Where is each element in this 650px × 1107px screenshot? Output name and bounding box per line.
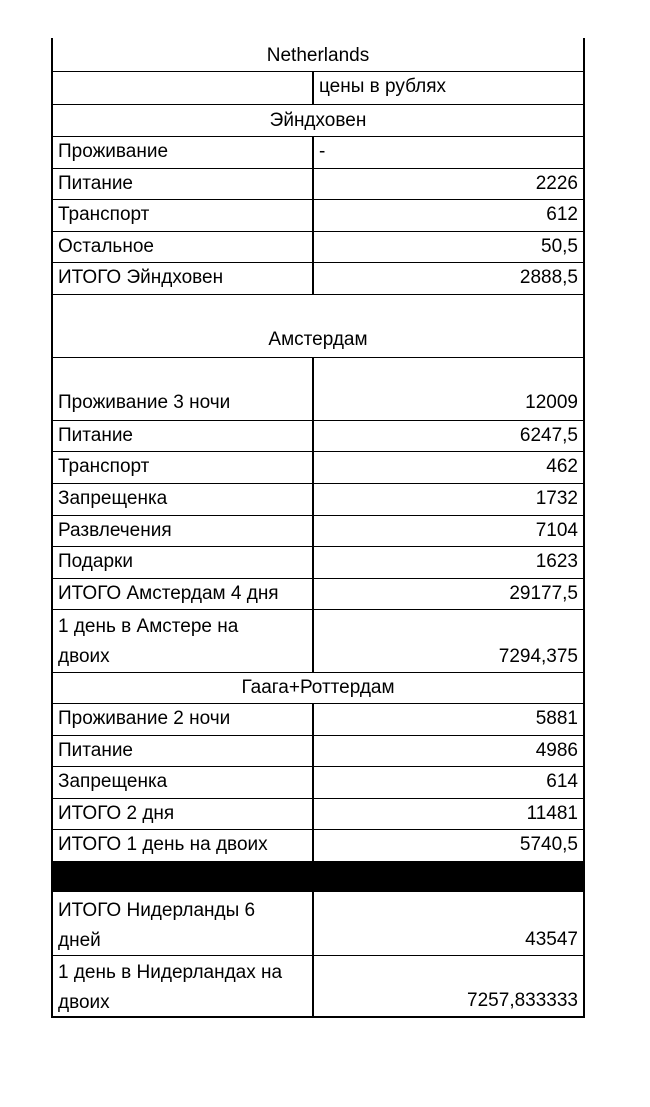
row-label: ИТОГО 1 день на двоих <box>51 830 312 861</box>
row-value: 612 <box>312 200 585 231</box>
row-label: ИТОГО 2 дня <box>51 799 312 829</box>
row-value: 2226 <box>312 169 585 199</box>
row-label <box>51 956 312 1016</box>
row-value: 4986 <box>312 736 585 766</box>
row-value: 6247,5 <box>312 421 585 451</box>
row-value: 462 <box>312 452 585 483</box>
row-label: Проживание 2 ночи <box>51 704 312 735</box>
row-value: - <box>312 137 585 168</box>
table-row <box>51 231 585 262</box>
table-row <box>51 420 585 451</box>
table-row <box>51 451 585 483</box>
row-value: 1732 <box>312 484 585 515</box>
black-separator-row <box>51 861 585 892</box>
row-value: 43547 <box>312 892 585 955</box>
row-label-line: ИТОГО Нидерланды 6 <box>58 900 256 921</box>
table-row-grand-per-day <box>51 955 585 1018</box>
row-value: 1623 <box>312 547 585 578</box>
row-value: 11481 <box>312 799 585 829</box>
row-label: Запрещенка <box>51 484 312 515</box>
title-row <box>51 38 585 71</box>
table-row <box>51 168 585 199</box>
row-value: 2888,5 <box>312 263 585 294</box>
table-row <box>51 735 585 766</box>
row-value: 5881 <box>312 704 585 735</box>
row-label-line: двоих <box>58 646 110 667</box>
row-label: ИТОГО Амстердам 4 дня <box>51 579 312 609</box>
row-label: Питание <box>51 421 312 451</box>
section-header-amsterdam <box>51 294 585 357</box>
title-cell: Netherlands <box>51 38 585 71</box>
row-label: Проживание 3 ночи <box>51 358 312 420</box>
table-row-total <box>51 262 585 294</box>
row-label-line: 1 день в Нидерландах на <box>58 962 283 983</box>
empty-cell <box>51 72 312 104</box>
section-header-label: Гаага+Роттердам <box>51 673 585 703</box>
table-row <box>51 136 585 168</box>
table-row-total <box>51 829 585 861</box>
row-value: 7104 <box>312 516 585 546</box>
table-row <box>51 546 585 578</box>
row-value: 7294,375 <box>312 610 585 672</box>
row-label <box>51 892 312 955</box>
row-label: Запрещенка <box>51 767 312 798</box>
table-row <box>51 703 585 735</box>
row-label: Транспорт <box>51 452 312 483</box>
row-label: ИТОГО Эйндховен <box>51 263 312 294</box>
table-row-per-day <box>51 609 585 672</box>
table-row-total <box>51 578 585 609</box>
currency-note: цены в рублях <box>312 72 585 104</box>
section-header-label: Эйндховен <box>51 105 585 136</box>
section-header-eindhoven <box>51 104 585 136</box>
row-label: Питание <box>51 169 312 199</box>
row-value: 614 <box>312 767 585 798</box>
row-value: 50,5 <box>312 232 585 262</box>
table-row <box>51 483 585 515</box>
spreadsheet-table <box>51 38 585 1018</box>
table-row <box>51 766 585 798</box>
section-header-hague <box>51 672 585 703</box>
table-row-total <box>51 798 585 829</box>
row-label: Остальное <box>51 232 312 262</box>
row-label: Транспорт <box>51 200 312 231</box>
section-header-label: Амстердам <box>51 295 585 357</box>
row-value: 29177,5 <box>312 579 585 609</box>
row-label: Развлечения <box>51 516 312 546</box>
row-label <box>51 610 312 672</box>
currency-row <box>51 71 585 104</box>
table-row <box>51 515 585 546</box>
row-label-line: 1 день в Амстере на <box>58 616 239 637</box>
row-label: Подарки <box>51 547 312 578</box>
row-label: Питание <box>51 736 312 766</box>
table-row-grand-total <box>51 892 585 955</box>
row-value: 7257,833333 <box>312 956 585 1016</box>
row-label-line: дней <box>58 930 101 951</box>
row-label: Проживание <box>51 137 312 168</box>
table-row <box>51 357 585 420</box>
table-row <box>51 199 585 231</box>
row-value: 12009 <box>312 358 585 420</box>
row-label-line: двоих <box>58 992 110 1013</box>
row-value: 5740,5 <box>312 830 585 861</box>
